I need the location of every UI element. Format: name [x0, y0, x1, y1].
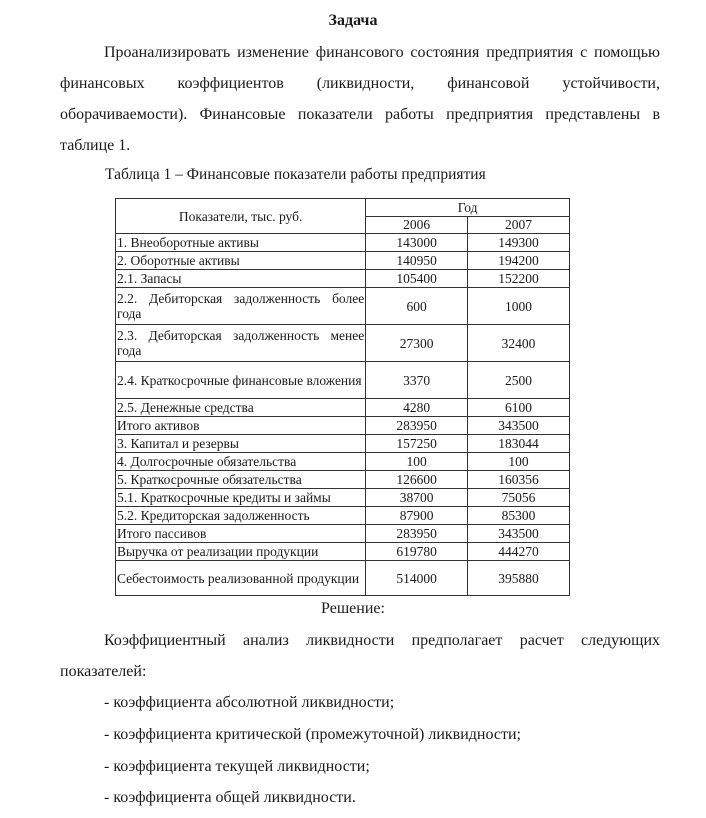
- cell-2007: 343500: [468, 525, 570, 543]
- cell-2006: 3370: [366, 362, 468, 399]
- table-row: [116, 325, 570, 362]
- table-row: [116, 399, 570, 417]
- row-label: 2.5. Денежные средства: [116, 399, 366, 417]
- table-row: [116, 288, 570, 325]
- cell-2007: 6100: [468, 399, 570, 417]
- table-row: [116, 362, 570, 399]
- intro-paragraph: Проанализировать изменение финансового состояния предприятия с помощью финансовых коэффициентов (ликвидности, финансовой устойчивости, оборачиваемости). Финансовые показатели работы предприятия представлены в таблице 1.: [60, 44, 660, 154]
- bullet-item: - коэффициента абсолютной ликвидности;: [104, 694, 395, 711]
- cell-2007: 32400: [468, 325, 570, 362]
- cell-2007: 343500: [468, 417, 570, 435]
- header-year: Год: [366, 199, 570, 217]
- cell-2007: 2500: [468, 362, 570, 399]
- row-label: 2.3. Дебиторская задолженность менее года: [116, 325, 366, 362]
- cell-2007: 1000: [468, 288, 570, 325]
- cell-2006: 87900: [366, 507, 468, 525]
- cell-2006: 100: [366, 453, 468, 471]
- row-label: Итого пассивов: [116, 525, 366, 543]
- table-row: [116, 561, 570, 596]
- bullet-item: - коэффициента общей ликвидности.: [104, 789, 356, 806]
- table-row: [116, 489, 570, 507]
- cell-2006: 283950: [366, 525, 468, 543]
- row-label: 2.1. Запасы: [116, 270, 366, 288]
- table-caption: Таблица 1 – Финансовые показатели работы предприятия: [105, 166, 486, 183]
- cell-2006: 4280: [366, 399, 468, 417]
- cell-2006: 157250: [366, 435, 468, 453]
- cell-2007: 160356: [468, 471, 570, 489]
- row-label: 2. Оборотные активы: [116, 252, 366, 270]
- cell-2007: 75056: [468, 489, 570, 507]
- cell-2007: 183044: [468, 435, 570, 453]
- row-label: 5. Краткосрочные обязательства: [116, 471, 366, 489]
- solution-heading: Решение:: [321, 600, 385, 617]
- table-row: [116, 234, 570, 252]
- header-year-2007: 2007: [468, 216, 570, 234]
- cell-2006: 283950: [366, 417, 468, 435]
- row-label: 4. Долгосрочные обязательства: [116, 453, 366, 471]
- table-row: [116, 453, 570, 471]
- row-label: 2.4. Краткосрочные финансовые вложения: [116, 362, 366, 399]
- bullet-item: - коэффициента критической (промежуточной) ликвидности;: [104, 726, 521, 743]
- cell-2006: 27300: [366, 325, 468, 362]
- table-row: [116, 525, 570, 543]
- cell-2007: 152200: [468, 270, 570, 288]
- cell-2006: 38700: [366, 489, 468, 507]
- cell-2007: 100: [468, 453, 570, 471]
- cell-2006: 619780: [366, 543, 468, 561]
- cell-2006: 143000: [366, 234, 468, 252]
- cell-2007: 444270: [468, 543, 570, 561]
- cell-2007: 194200: [468, 252, 570, 270]
- row-label: 5.2. Кредиторская задолженность: [116, 507, 366, 525]
- cell-2006: 126600: [366, 471, 468, 489]
- cell-2006: 105400: [366, 270, 468, 288]
- table-row: [116, 507, 570, 525]
- row-label: 2.2. Дебиторская задолженность более года: [116, 288, 366, 325]
- cell-2006: 514000: [366, 561, 468, 596]
- table-row: [116, 417, 570, 435]
- cell-2006: 140950: [366, 252, 468, 270]
- document-title: Задача: [328, 12, 378, 29]
- table-row: [116, 270, 570, 288]
- cell-2007: 85300: [468, 507, 570, 525]
- table-row: [116, 543, 570, 561]
- row-label: 5.1. Краткосрочные кредиты и займы: [116, 489, 366, 507]
- table-row: [116, 435, 570, 453]
- row-label: Выручка от реализации продукции: [116, 543, 366, 561]
- analysis-paragraph: Коэффициентный анализ ликвидности предполагает расчет следующих показателей:: [60, 632, 660, 680]
- bullet-item: - коэффициента текущей ликвидности;: [104, 758, 370, 775]
- financial-table: [115, 198, 570, 596]
- header-indicator: Показатели, тыс. руб.: [116, 199, 366, 234]
- table-row: [116, 252, 570, 270]
- cell-2007: 149300: [468, 234, 570, 252]
- row-label: 1. Внеоборотные активы: [116, 234, 366, 252]
- cell-2006: 600: [366, 288, 468, 325]
- row-label: Итого активов: [116, 417, 366, 435]
- row-label: 3. Капитал и резервы: [116, 435, 366, 453]
- table-row: [116, 471, 570, 489]
- header-year-2006: 2006: [366, 216, 468, 234]
- cell-2007: 395880: [468, 561, 570, 596]
- table-body: [116, 234, 570, 596]
- row-label: Себестоимость реализованной продукции: [116, 561, 366, 596]
- table-header-row: [116, 199, 570, 217]
